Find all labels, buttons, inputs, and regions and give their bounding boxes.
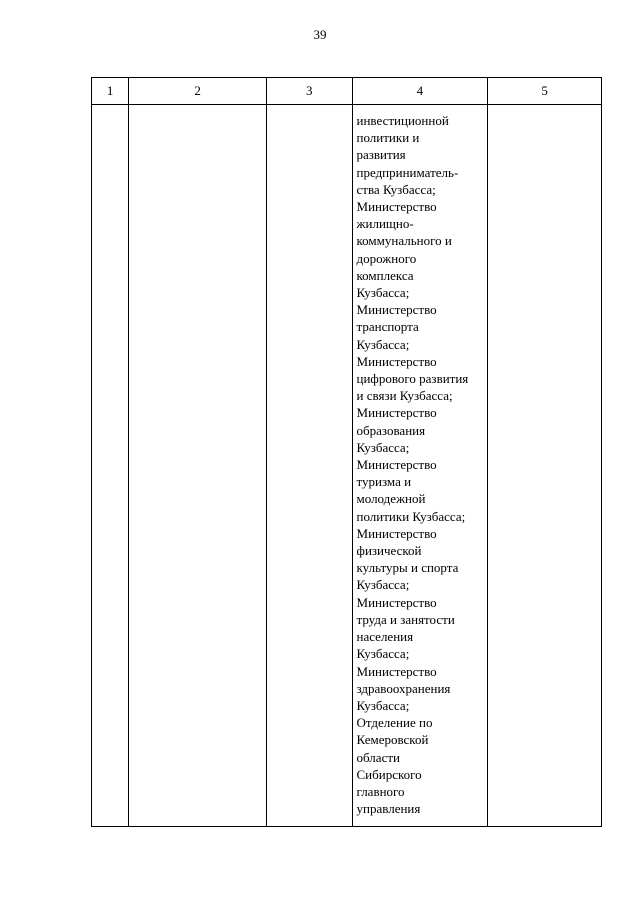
text-line: Кузбасса; (356, 439, 410, 455)
text-line: главного (356, 783, 405, 799)
responsible-bodies-text (353, 105, 488, 817)
text-line: Министерство (356, 405, 437, 421)
cell-col-2 (129, 105, 267, 827)
text-line: Отделение по (356, 715, 433, 731)
text-line: коммунального и (356, 233, 452, 249)
text-line: политики Кузбасса; (356, 508, 466, 524)
text-line: физической (356, 543, 422, 559)
text-line: жилищно- (356, 216, 414, 232)
text-line: культуры и спорта (356, 560, 459, 576)
cell-col-1 (92, 105, 129, 827)
cell-col-5 (488, 105, 602, 827)
text-line: Сибирского (356, 766, 422, 782)
text-line: Кузбасса; (356, 577, 410, 593)
text-line: ства Кузбасса; (356, 181, 436, 197)
text-line: дорожного (356, 250, 417, 266)
text-line: молодежной (356, 491, 426, 507)
column-header-3: 3 (267, 78, 353, 105)
table-header-row (92, 78, 602, 105)
text-line: Министерство (356, 594, 437, 610)
text-line: цифрового развития (356, 371, 469, 387)
cell-col-4 (352, 105, 488, 827)
text-line: Кузбасса; (356, 697, 410, 713)
table-row (92, 105, 602, 827)
text-line: образования (356, 422, 426, 438)
text-line: туризма и (356, 474, 412, 490)
column-header-2: 2 (129, 78, 267, 105)
text-line: Кузбасса; (356, 646, 410, 662)
text-line: Министерство (356, 663, 437, 679)
text-line: Кемеровской (356, 732, 429, 748)
document-table (91, 77, 602, 827)
text-line: управления (356, 801, 421, 817)
text-line: области (356, 749, 400, 765)
text-line: предприниматель- (356, 164, 459, 180)
text-line: развития (356, 147, 406, 163)
text-line: инвестиционной (356, 113, 449, 128)
page-number: 39 (313, 27, 327, 42)
text-line: населения (356, 629, 414, 645)
column-header-1: 1 (92, 78, 129, 105)
text-line: Министерство (356, 199, 437, 215)
text-line: Министерство (356, 457, 437, 473)
text-line: комплекса (356, 267, 414, 283)
column-header-4: 4 (352, 78, 488, 105)
text-line: Кузбасса; (356, 336, 410, 352)
text-line: и связи Кузбасса; (356, 388, 453, 404)
text-line: Министерство (356, 302, 437, 318)
text-line: Министерство (356, 353, 437, 369)
text-line: транспорта (356, 319, 419, 335)
text-line: политики и (356, 130, 420, 146)
text-line: Министерство (356, 525, 437, 541)
text-line: труда и занятости (356, 611, 455, 627)
text-line: Кузбасса; (356, 285, 410, 301)
column-header-5: 5 (488, 78, 602, 105)
cell-col-3 (267, 105, 353, 827)
text-line: здравоохранения (356, 680, 451, 696)
